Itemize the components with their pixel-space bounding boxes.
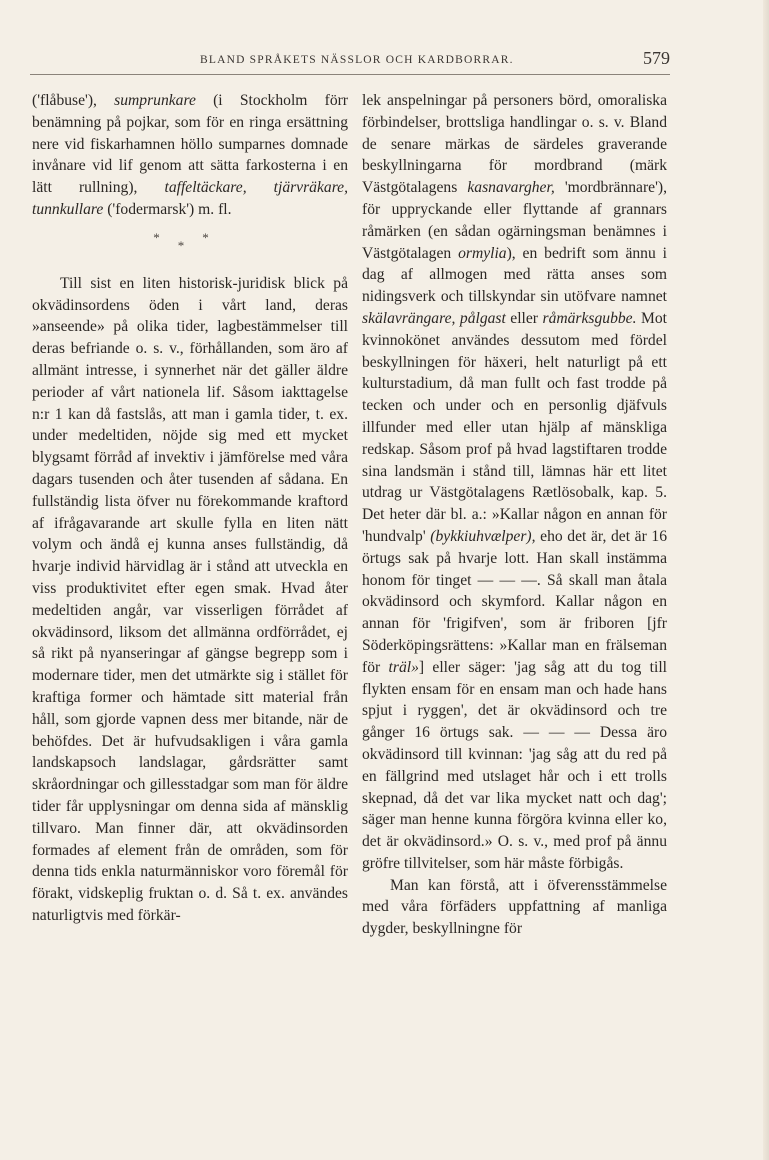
italic-term: ormylia bbox=[458, 244, 507, 262]
section-ornament: *** bbox=[153, 229, 227, 253]
italic-term: kasnavargher, bbox=[467, 179, 555, 197]
italic-term: (bykkiuhvælper), bbox=[430, 527, 536, 545]
italic-term: råmärksgubbe. bbox=[542, 309, 637, 327]
page-number: 579 bbox=[643, 48, 670, 68]
italic-term: taffeltäckare, tjärvräkare, tunnkullare bbox=[32, 179, 348, 218]
italic-term: träl» bbox=[388, 658, 419, 676]
left-paragraph-2: Till sist en liten historisk-juridisk blick på okvädinsordens öden i vårt land, deras »anseende» på olika tider, lagbestämmelser till deras befriande o. s. v., förhållanden, som äro af allmänt intresse, i synnerhet när det gäller äldre perioder af vårt nationela lif. Såsom iakttagelse n:r 1 kan då fastslås, att man i gamla tider, t. ex. under medeltiden, nöjde sig med ett mycket blygsamt förråd af invektiv i jämförelse med våra dagars tusenden och åter tusenden af sådana. En fullständig lista öfver nu förekommande kraftord af ifrågavarande art skulle fylla en liten nätt volym och ändå ej kunna anses fullständig, då hvarje individ härvidlag är i stånd att utveckla en viss produktivitet efter egen smak. Hvad åter medeltiden angår, var visserligen förrådet af okvädinsord, liksom det allmänna ordförrådet, ej så rikt på nyanseringar af gängse begrepp som i modernare tider, men det utmärkte sig i stället för kraftiga former och hämtade sitt material från håll, som gjorde vapnen dess mer bitande, när de behöfdes. Det är hufvudsakligen i våra gamla landskapsoch landslagar, gårdsrätter samt skråordningar och gillesstadgar som man för äldre tider får upplysningar om denna sida af mänsklig tillvaro. Man finner där, att okvädinsorden formades af element från de områden, som för denna tids enkla naturmänniskor voro föremål för förakt, vidskeplig fruktan o. d. Så t. ex. användes naturligtvis med förkär- bbox=[32, 274, 348, 924]
header-rule bbox=[30, 74, 670, 75]
italic-term: sumprunkare bbox=[114, 92, 196, 109]
right-paragraph-1: lek anspelningar på personers börd, omoraliska förbindelser, brottsliga handlingar o. s. v. Bland de senare märkas de särdeles graverande beskyllningarna för mordbrand (märk Västgötalagens kasnavargher, 'mordbrännare'), för uppryckande eller flyttande af grannars råmärken (en sådan ogärningsman benämnes i Västgötalagen ormylia), en bedrift som ännu i dag af allmogen med rätta anses som nidingsverk och tillskyndar sin utöfvare namnet skälavrängare, pålgast eller råmärksgubbe. Mot kvinnokönet användes dessutom med fördel beskyllningen för häxeri, helt naturligt på ett kulturstadium, då man fullt och fast trodde på tecken och under och en personlig djäfvuls illfunder med eller utan hjälp af mänskliga redskap. Såsom prof på hvad lagstiftaren trodde sina landsmän i stånd till, lämnas här ett litet utdrag ur Västgötalagens Rætlösobalk, kap. 5. Det heter där bl. a.: »Kallar någon en annan för 'hundvalp' (bykkiuhvælper), eho det är, det är 16 örtugs sak på hvarje lott. Han skall instämma honom för tinget — — —. Så skall man åtala okvädinsord och skymford. Kallar någon en annan för 'frigifven', som är friboren [jfr Söderköpingsrättens: »Kallar man en frälseman för träl»] eller säger: 'jag såg att du tog till flykten ensam för en ensam man och hade hans spjut i ryggen', det är okvädinsord och tre gånger 16 örtugs sak. — — — Dessa äro okvädinsord till kvinnan: 'jag såg att du red på en fällgrind med utslaget hår och i ett trolls skepnad, då det var lika mycket natt och dag'; säger man henne kunna förgöra kvinna eller ko, det är okvädinsord.» O. s. v., med prof på ännu gröfre tillvitelser, som här måste förbigås. bbox=[362, 92, 667, 872]
right-paragraph-2: Man kan förstå, att i öfverensstämmelse med våra förfäders uppfattning af manliga dygder, beskyllningne för bbox=[362, 876, 667, 938]
left-column bbox=[32, 90, 348, 927]
running-head: BLAND SPRÅKETS NÄSSLOR OCH KARDBORRAR. bbox=[200, 54, 514, 66]
right-column bbox=[362, 90, 667, 940]
italic-term: skälavrängare, pålgast bbox=[362, 309, 506, 327]
page-edge bbox=[763, 0, 769, 1160]
left-paragraph-1: ('flåbuse'), sumprunkare (i Stockholm förr benämning på pojkar, som för en ringa ersättning nere vid fiskarhamnen höllo sumparnes domnade invånare vid lif genom att sätta farkosterna i en lätt rullning), taffeltäckare, tjärvräkare, tunnkullare ('fodermarsk') m. fl. bbox=[32, 92, 348, 218]
